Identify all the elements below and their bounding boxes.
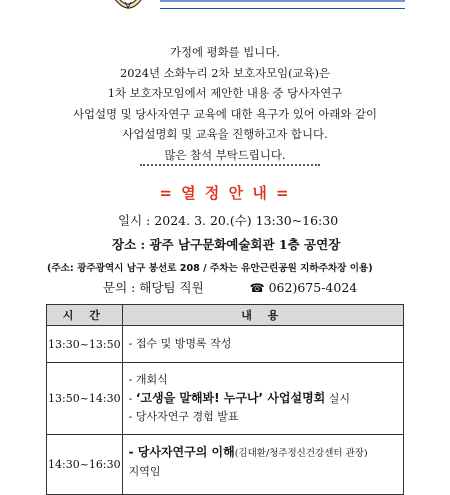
intro-line: 사업설명회 및 교육을 진행하고자 합니다. [122, 127, 328, 141]
mascot-illustration [103, 0, 153, 20]
emph-title: ‘고생을 말해봐! 누구나’ 사업설명회 [135, 391, 326, 405]
dotted-divider [140, 164, 320, 166]
contact-line [103, 278, 357, 296]
title-banner-edge [160, 0, 405, 9]
phone-number: 062)675-4024 [268, 280, 358, 295]
lecture-title: - 당사자연구의 이해 [128, 445, 235, 459]
schedule-table [46, 304, 404, 495]
intro-line: 2024년 소화누리 2차 보호자모임(교육)은 [119, 65, 331, 80]
content-line: - 개회식 [128, 373, 168, 386]
intro-line: 사업설명 및 당사자연구 교육에 대한 욕구가 있어 아래와 같이 [72, 106, 378, 121]
row-content [122, 326, 403, 363]
row-content [122, 363, 403, 435]
section-heading: = 열 정 안 내 = [159, 184, 291, 202]
row-content [122, 435, 403, 495]
column-header-time: 시 간 [47, 305, 123, 326]
intro-text [0, 42, 450, 165]
emph-suffix: 실시 [325, 392, 351, 405]
content-line: - 접수 및 방명록 작성 [128, 337, 232, 350]
content-line [129, 389, 397, 408]
contact-label: 문의 : 해당팀 직원 [103, 280, 204, 295]
content-line [129, 443, 397, 463]
table-header-row [47, 305, 404, 326]
event-date: 일시 : 2024. 3. 20.(수) 13:30~16:30 [118, 213, 339, 228]
row-time: 13:50~14:30 [47, 363, 123, 435]
intro-line: 많은 참석 부탁드립니다. [164, 147, 286, 162]
telephone-icon: ☎ [249, 281, 265, 295]
table-row [47, 363, 404, 435]
phone-group [250, 280, 358, 295]
lecture-note: (김대환/청주정신건강센터 관장) [234, 448, 368, 459]
table-row [47, 326, 404, 363]
content-line: 지역임 [128, 465, 161, 478]
row-time: 14:30~16:30 [47, 435, 123, 495]
emph-prefix: - [128, 392, 136, 405]
content-line: - 당사자연구 경험 발표 [128, 410, 239, 423]
row-time: 13:30~13:50 [47, 326, 123, 363]
column-header-content: 내 용 [122, 305, 403, 326]
intro-line: 가정에 평화를 빕니다. [170, 45, 280, 59]
event-place: 장소 : 광주 남구문화예술회관 1층 공연장 [112, 237, 341, 252]
event-address: (주소: 광주광역시 남구 봉선로 208 / 주차는 유안근린공원 지하주차장 이용) [47, 263, 373, 274]
table-row [47, 435, 404, 495]
intro-line: 1차 보호자모임에서 제안한 내용 중 당사자연구 [107, 86, 343, 100]
